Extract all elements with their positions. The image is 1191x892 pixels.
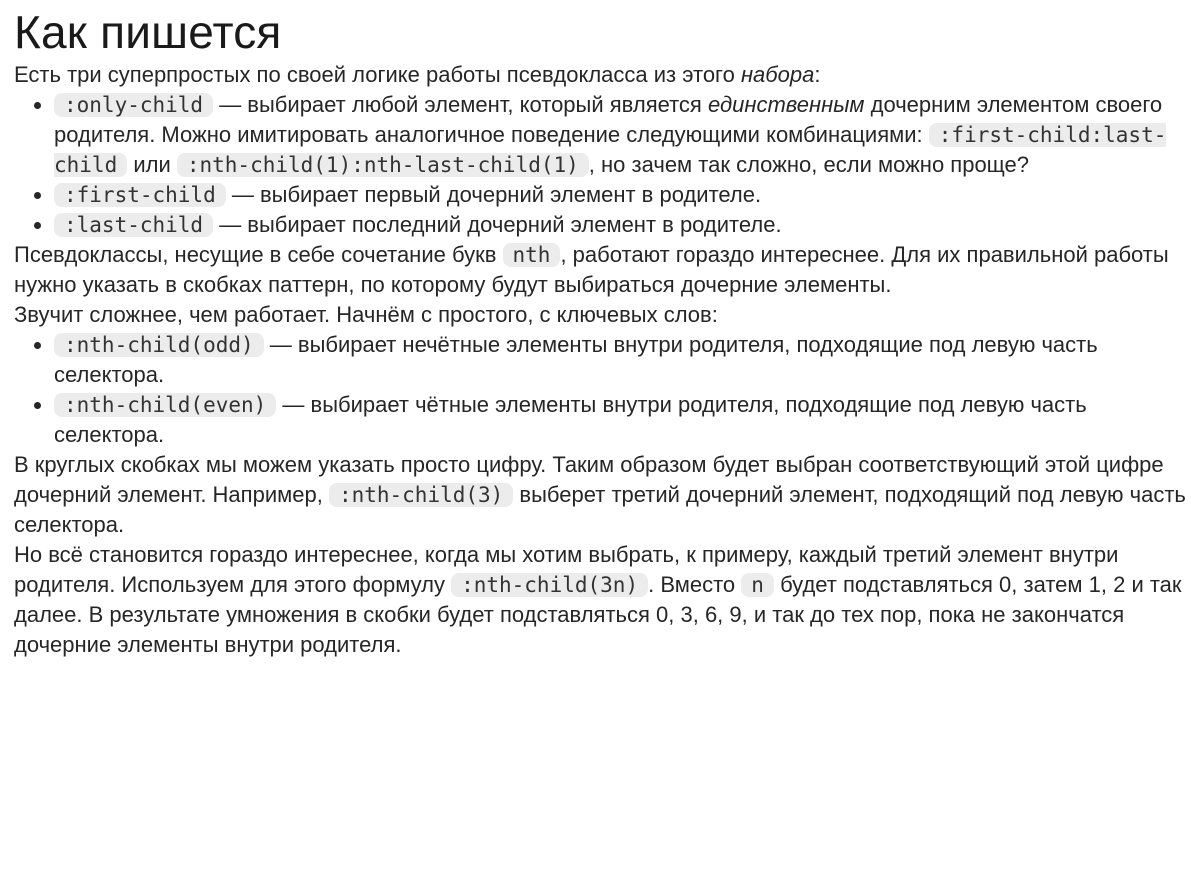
code-nth-child-odd: :nth-child(odd) bbox=[54, 333, 264, 357]
formula-paragraph bbox=[14, 540, 1191, 660]
code-nth-child-even: :nth-child(even) bbox=[54, 393, 276, 417]
code-nth-child-3: :nth-child(3) bbox=[329, 483, 513, 507]
list-item bbox=[54, 330, 1191, 390]
list-item-text: — выбирает чётные элементы внутри родителя, подходящие под левую часть селектора. bbox=[54, 392, 1087, 447]
list-item bbox=[54, 180, 1191, 210]
list-item bbox=[54, 210, 1191, 240]
section-heading: Как пишется bbox=[14, 6, 282, 58]
paragraph-text: Псевдоклассы, несущие в себе сочетание букв bbox=[14, 242, 503, 267]
code-last-child: :last-child bbox=[54, 213, 213, 237]
list-item-text: — выбирает первый дочерний элемент в родителе. bbox=[225, 182, 762, 207]
paragraph-text: Но всё становится гораздо интереснее, когда мы хотим выбрать, к примеру, каждый третий элемент внутри родителя. Используем для этого формулу bbox=[14, 542, 1119, 597]
intro-text: Есть три суперпростых по своей логике работы псевдокласса из этого bbox=[14, 62, 741, 87]
number-paragraph bbox=[14, 450, 1191, 540]
list-item bbox=[54, 90, 1191, 180]
paragraph-text: выберет третий дочерний элемент, подходящий под левую часть селектора. bbox=[14, 482, 1186, 537]
paragraph-text: будет подставляться 0, затем 1, 2 и так далее. В результате умножения в скобки будет подставляться 0, 3, 6, 9, и так до тех пор, пока не закончатся дочерние элементы внутри родителя. bbox=[14, 572, 1182, 657]
list-item bbox=[54, 390, 1191, 450]
paragraph-text: . Вместо bbox=[648, 572, 742, 597]
code-n: n bbox=[741, 573, 774, 597]
list-item-text: дочерним элементом своего родителя. Можно имитировать аналогичное поведение следующими комбинациями: bbox=[54, 92, 1163, 147]
code-first-child: :first-child bbox=[54, 183, 226, 207]
simple-pseudoclass-list bbox=[14, 90, 1191, 240]
list-item-text: , но зачем так сложно, если можно проще? bbox=[588, 152, 1030, 177]
keyword-pseudoclass-list bbox=[14, 330, 1191, 450]
keywords-paragraph: Звучит сложнее, чем работает. Начнём с простого, с ключевых слов: bbox=[14, 302, 718, 327]
list-item-emphasis: единственным bbox=[707, 92, 865, 117]
code-nth-child-3n: :nth-child(3n) bbox=[451, 573, 648, 597]
code-nth: nth bbox=[503, 243, 561, 267]
intro-paragraph bbox=[14, 60, 1191, 90]
code-first-last-child: :first-child:last-child bbox=[54, 123, 1167, 177]
intro-emphasis: набора bbox=[740, 62, 815, 87]
list-item-text: или bbox=[127, 152, 177, 177]
code-only-child: :only-child bbox=[54, 93, 213, 117]
nth-paragraph bbox=[14, 240, 1191, 300]
list-item-text: — выбирает любой элемент, который является bbox=[213, 92, 708, 117]
paragraph-text: , работают гораздо интереснее. Для их правильной работы нужно указать в скобках паттерн, по которому будут выбираться дочерние элементы. bbox=[14, 242, 1169, 297]
list-item-text: — выбирает нечётные элементы внутри родителя, подходящие под левую часть селектора. bbox=[54, 332, 1098, 387]
intro-tail: : bbox=[814, 62, 821, 87]
paragraph-text: В круглых скобках мы можем указать просто цифру. Таким образом будет выбран соответствующий этой цифре дочерний элемент. Например, bbox=[14, 452, 1164, 507]
list-item-text: — выбирает последний дочерний элемент в родителе. bbox=[213, 212, 782, 237]
code-nth-child-combo: :nth-child(1):nth-last-child(1) bbox=[177, 153, 589, 177]
